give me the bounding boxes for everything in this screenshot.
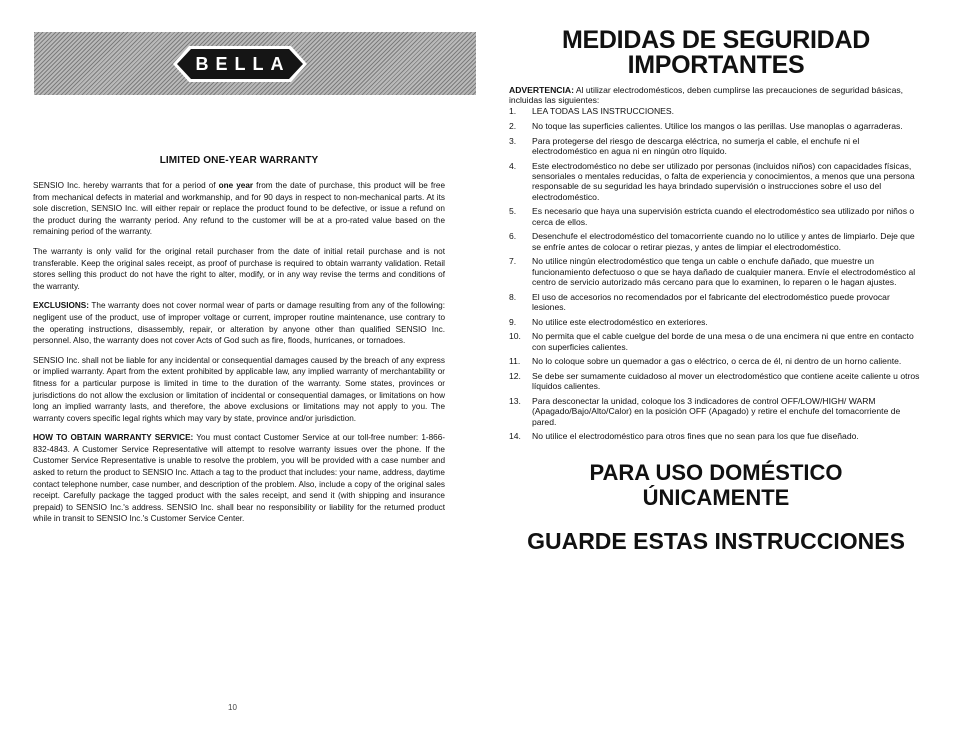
bella-logo <box>173 44 307 84</box>
warranty-section <box>33 155 445 533</box>
warranty-title: LIMITED ONE-YEAR WARRANTY <box>159 155 319 166</box>
list-item: 8. El uso de accesorios no recomendados por el fabricante del electrodoméstico puede provocar lesiones. <box>509 291 890 312</box>
warranty-paragraph: SENSIO Inc. hereby warrants that for a period of one year from the date of purchase, this product will be free from mechanical defects in material and workmanship, and for 90 days in respect to non-mechanical parts. At its sole discretion, SENSIO Inc. will either repair or replace the product found to be defective, or issue a refund on the product during the warranty period. Any refund to the customer will be at a pro-rated value based on the remaining period of the warranty. <box>33 181 445 237</box>
list-item: 3. Para protegerse del riesgo de descarga eléctrica, no sumerja el cable, el enchufe ni el electrodoméstico en agua ni en ningún otro líquido. <box>509 136 860 157</box>
safety-title-line1: MEDIDAS DE SEGURIDAD <box>562 26 870 54</box>
list-item: 2. No toque las superficies calientes. Utilice los mangos o las perillas. Use manoplas o agarraderas. <box>509 121 903 132</box>
exclusions-paragraph: EXCLUSIONS: The warranty does not cover normal wear of parts or damage resulting from any of the following: negligent use of the product, use of improper voltage or current, improper routine maintenance, use contrary to the operating instructions, disassembly, repair, or alteration by anyone other than qualified SENSIO Inc. personnel. Also, the warranty does not cover Acts of God such as fire, floods, hurricanes, or tornadoes. <box>33 301 445 346</box>
logo-text: BELLA <box>195 54 291 74</box>
list-item: 5. Es necesario que haya una supervisión estricta cuando el electrodoméstico sea utilizado por niños o cerca de ellos. <box>509 206 915 227</box>
household-use-title: PARA USO DOMÉSTICO ÚNICAMENTE <box>589 459 843 510</box>
warranty-paragraph: SENSIO Inc. shall not be liable for any incidental or consequential damages caused by the breach of any express or implied warranty. Apart from the extent prohibited by applicable law, any implied warranty of merchantability or fitness for a particular purpose is limited in time to the duration of the warranty. Some states, provinces or jurisdictions do not allow the exclusion or limitation of incidental or consequential damages, or limitations on how long an implied warranty lasts, and therefore, the above exclusions or limitations may not apply to you. The warranty covers specific legal rights which may vary by state, province and/or jurisdiction. <box>33 355 445 423</box>
list-item: 11. No lo coloque sobre un quemador a gas o eléctrico, o cerca de él, ni dentro de un horno caliente. <box>509 356 902 367</box>
warranty-service-paragraph: HOW TO OBTAIN WARRANTY SERVICE: You must contact Customer Service at our toll-free number: 1-866-832-4843. A Customer Service Representative will attempt to resolve warranty issues over the phone. If the Customer Service Representative is unable to resolve the problem, you will be provided with a case number and asked to return the product to SENSIO Inc. Attach a tag to the product that includes: your name, address, daytime contact telephone number, case number, and description of the problem. Also, include a copy of the original sales receipt. Carefully package the tagged product with the sales receipt, and send it (with shipping and insurance prepaid) to SENSIO Inc.'s address. SENSIO Inc. shall bear no responsibility or liability for the returned product while in transit to SENSIO Inc.'s Customer Service Center. <box>33 433 446 524</box>
safety-title <box>509 28 923 78</box>
list-item: 14. No utilice el electrodoméstico para otros fines que no sean para los que fue diseñado. <box>509 431 859 442</box>
safety-section <box>509 28 923 554</box>
list-item: 13. Para desconectar la unidad, coloque los 3 indicadores de control OFF/LOW/HIGH/ WARM (Apagado/Bajo/Alto/Calor) en la posición OFF (Apagado) y retire el enchufe del tomacorriente de pared. <box>509 396 901 427</box>
list-item: 7. No utilice ningún electrodoméstico que tenga un cable o enchufe dañado, que muestre un funcionamiento defectuoso o que se haya dañado de cualquier manera. Envíe el electrodoméstico al centro de servicio autorizado más cercano para que lo examinen, lo reparen o le hagan ajustes. <box>509 256 916 287</box>
warranty-paragraph: The warranty is only valid for the original retail purchaser from the date of initial retail purchase and is not transferable. Keep the original sales receipt, as proof of purchase is required to obtain warranty validation. Retail stores selling this product do not have the right to alter, modify, or in any way revise the terms and conditions of the warranty. <box>33 246 445 291</box>
safety-list <box>509 106 923 441</box>
save-instructions-title: GUARDE ESTAS INSTRUCCIONES <box>527 527 905 554</box>
list-item: 6. Desenchufe el electrodoméstico del tomacorriente cuando no lo utilice y antes de limpiarlo. Deje que se enfríe antes de colocar o retirar piezas, y antes de limpiar el electrodoméstico. <box>509 231 915 252</box>
list-item: 10. No permita que el cable cuelgue del borde de una mesa o de una encimera ni que entre en contacto con superficies calientes. <box>509 331 914 352</box>
warning-intro: ADVERTENCIA: Al utilizar electrodomésticos, deben cumplirse las precauciones de seguridad básicas, incluidas las siguientes: <box>509 85 904 106</box>
warning-label: ADVERTENCIA: <box>509 85 574 95</box>
list-item: 9. No utilice este electrodoméstico en exteriores. <box>509 316 708 327</box>
safety-title-line2: IMPORTANTES <box>627 51 805 79</box>
page-number: 10 <box>228 703 237 712</box>
list-item: 4. Este electrodoméstico no debe ser utilizado por personas (incluidos niños) con capacidades físicas, sensoriales o mentales reducidas, o falta de experiencia y conocimientos, a menos que una persona responsable de su seguridad les haya brindado supervisión o instrucciones sobre el uso del electrodoméstico. <box>509 161 915 202</box>
list-item: 1. LEA TODAS LAS INSTRUCCIONES. <box>509 106 674 117</box>
list-item: 12. Se debe ser sumamente cuidadoso al mover un electrodoméstico que contiene aceite caliente u otros líquidos calientes. <box>509 371 920 392</box>
